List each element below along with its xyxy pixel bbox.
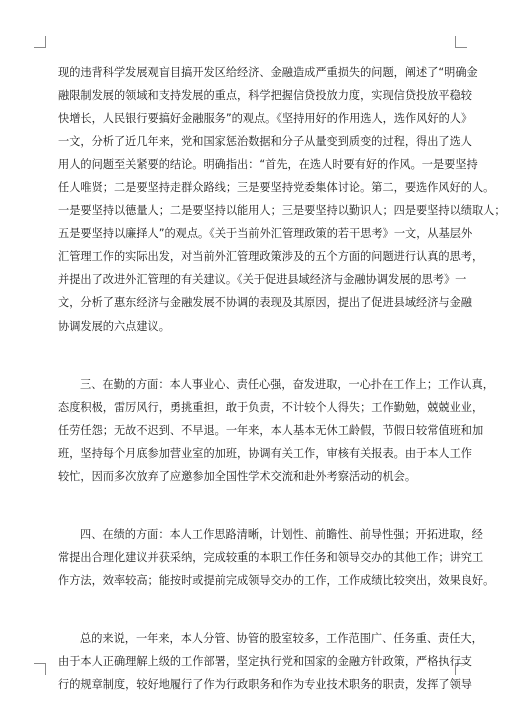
crop-mark-top-right bbox=[455, 36, 467, 48]
text-line: 较忙，因而多次放弃了应邀参加全国性学术交流和赴外考察活动的机会。 bbox=[58, 470, 417, 483]
text-line: 作方法，效率较高；能按时或提前完成领导交办的工作，工作成绩比较突出，效果良好。 bbox=[58, 574, 495, 587]
text-line: 五是要坚持以廉择人”的观点。《关于当前外汇管理政策的若干思考》一文，从基层外 bbox=[58, 227, 473, 240]
text-line: 三、在勤的方面：本人事业心、责任心强，奋发进取，一心扑在工作上；工作认真， bbox=[80, 378, 494, 391]
text-line: 汇管理工作的实际出发，对当前外汇管理政策涉及的五个方面的问题进行认真的思考， bbox=[58, 250, 484, 263]
text-line: 并提出了改进外汇管理的有关建议。《关于促进县域经济与金融协调发展的思考》一 bbox=[58, 273, 467, 286]
crop-mark-bottom-left bbox=[34, 663, 46, 675]
text-line: 四、在绩的方面：本人工作思路清晰，计划性、前瞻性、前导性强；开拓进取，经 bbox=[80, 528, 483, 541]
text-line: 态度积极，雷厉风行，勇挑重担，敢于负责，不计较个人得失；工作勤勉，兢兢业业， bbox=[58, 401, 484, 414]
text-line: 班，坚持每个月底参加营业室的加班，协调有关工作，审核有关报表。由于本人工作 bbox=[58, 447, 472, 460]
text-line: 总的来说，一年来，本人分管、协管的股室较多，工作范围广、任务重、责任大， bbox=[80, 632, 483, 645]
text-line: 快增长，人民银行要搞好金融服务”的观点。《坚持用好的作用选人，选作风好的人》 bbox=[58, 112, 473, 125]
text-line: 用人的问题至关紧要的结论。明确指出：“首先，在选人时要有好的作风。一是要坚持 bbox=[58, 158, 478, 171]
text-line: 文，分析了惠东经济与金融发展不协调的表现及其原因，提出了促进县域经济与金融 bbox=[58, 296, 472, 309]
text-line: 现的违背科学发展观盲目搞开发区给经济、金融造成严重损失的问题，阐述了“明确金 bbox=[58, 66, 478, 79]
text-line: 一是要坚持以德量人；二是要坚持以能用人；三是要坚持以勤识人；四是要坚持以绩取人； bbox=[58, 204, 506, 217]
crop-mark-top-left bbox=[34, 36, 46, 48]
text-line: 行的规章制度，较好地履行了作为行政职务和作为专业技术职务的职责，发挥了领导 bbox=[58, 678, 472, 691]
text-line: 任人唯贤；二是要坚持走群众路线；三是要坚持党委集体讨论。第二，要选作风好的人。 bbox=[58, 181, 495, 194]
text-line: 协调发展的六点建议。 bbox=[58, 320, 170, 333]
text-line: 任劳任怨；无故不迟到、不早退。一年来，本人基本无休工龄假，节假日较常值班和加 bbox=[58, 424, 484, 437]
text-line: 常提出合理化建议并获采纳，完成较重的本职工作任务和领导交办的其他工作；讲究工 bbox=[58, 551, 484, 564]
text-line: 一文，分析了近几年来，党和国家惩治数据和分子从量变到质变的过程，得出了选人 bbox=[58, 135, 472, 148]
text-line: 由于本人正确理解上级的工作部署，坚定执行党和国家的金融方针政策，严格执行支 bbox=[58, 655, 472, 668]
text-line: 融限制发展的领域和支持发展的重点，科学把握信贷投放力度，实现信贷投放平稳较 bbox=[58, 89, 472, 102]
